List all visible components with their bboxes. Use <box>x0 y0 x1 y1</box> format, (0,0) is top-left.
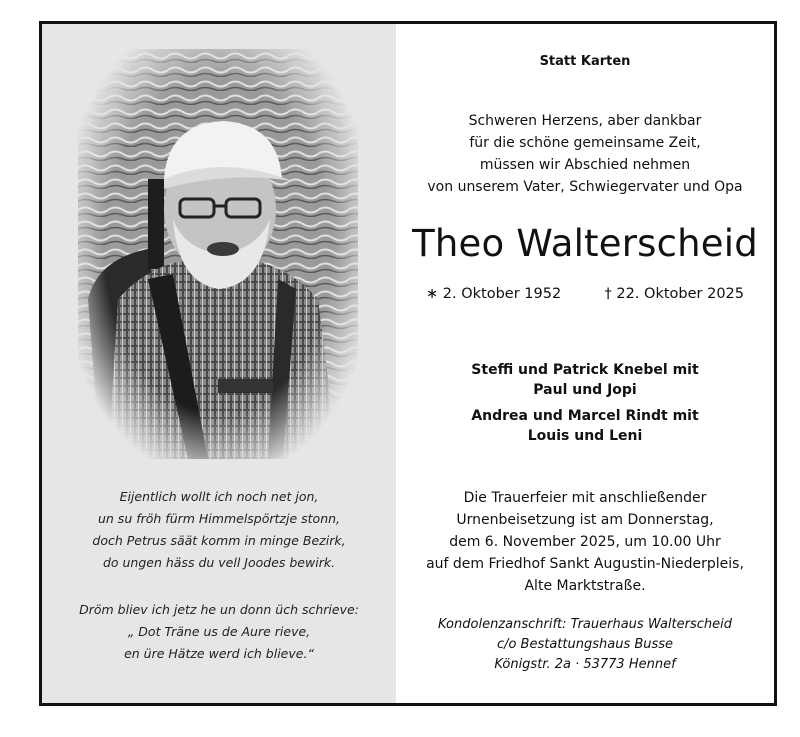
ceremony-line: Die Trauerfeier mit anschließender <box>463 490 707 506</box>
portrait-photo <box>78 49 358 459</box>
intro-text <box>396 110 774 198</box>
poem-line: un su fröh fürm Himmelspörtzje stonn, <box>97 511 341 526</box>
intro-line: von unserem Vater, Schwiegervater und Opa <box>427 179 743 195</box>
intro-line: Schweren Herzens, aber dankbar <box>468 113 702 129</box>
condolence-address <box>396 615 774 675</box>
poem-line: do ungen häss du vell Joodes bewirk. <box>102 555 336 570</box>
intro-line: für die schöne gemeinsame Zeit, <box>469 135 701 151</box>
left-panel <box>42 24 396 703</box>
condolence-line: Kondolenzanschrift: Trauerhaus Walterscheid <box>438 617 732 632</box>
family-group-1 <box>396 360 774 400</box>
family-line: Steffi und Patrick Knebel mit <box>471 362 699 378</box>
poem-stanza-2 <box>42 599 396 665</box>
ceremony-line: Urnenbeisetzung ist am Donnerstag, <box>456 512 714 528</box>
poem-line: Eijentlich wollt ich noch net jon, <box>119 489 319 504</box>
family-line: Paul und Jopi <box>533 382 637 398</box>
family-line: Louis und Leni <box>527 428 643 444</box>
intro-line: müssen wir Abschied nehmen <box>479 157 691 173</box>
poem-line: en üre Hätze werd ich blieve.“ <box>124 646 314 661</box>
ceremony-line: auf dem Friedhof Sankt Augustin-Niederpleis, <box>426 556 744 572</box>
poem-stanza-1 <box>42 486 396 574</box>
poem-line: „ Dot Träne us de Aure rieve, <box>127 624 311 639</box>
death-date: † 22. Oktober 2025 <box>604 286 744 302</box>
poem-line: Dröm bliev ich jetz he un donn üch schrieve: <box>79 602 359 617</box>
condolence-line: c/o Bestattungshaus Busse <box>496 637 674 652</box>
poem-line: doch Petrus säät komm in minge Bezirk, <box>92 533 346 548</box>
statt-karten-heading: Statt Karten <box>539 54 631 69</box>
ceremony-line: Alte Marktstraße. <box>524 578 646 594</box>
right-panel <box>396 24 774 703</box>
birth-date: ∗ 2. Oktober 1952 <box>426 286 562 302</box>
ceremony-info <box>396 487 774 597</box>
family-line: Andrea und Marcel Rindt mit <box>471 408 699 424</box>
family-group-2 <box>396 406 774 446</box>
ceremony-line: dem 6. November 2025, um 10.00 Uhr <box>449 534 721 550</box>
condolence-line: Königstr. 2a · 53773 Hennef <box>494 657 676 672</box>
obituary-card <box>39 21 777 706</box>
deceased-name: Theo Walterscheid <box>412 222 758 265</box>
